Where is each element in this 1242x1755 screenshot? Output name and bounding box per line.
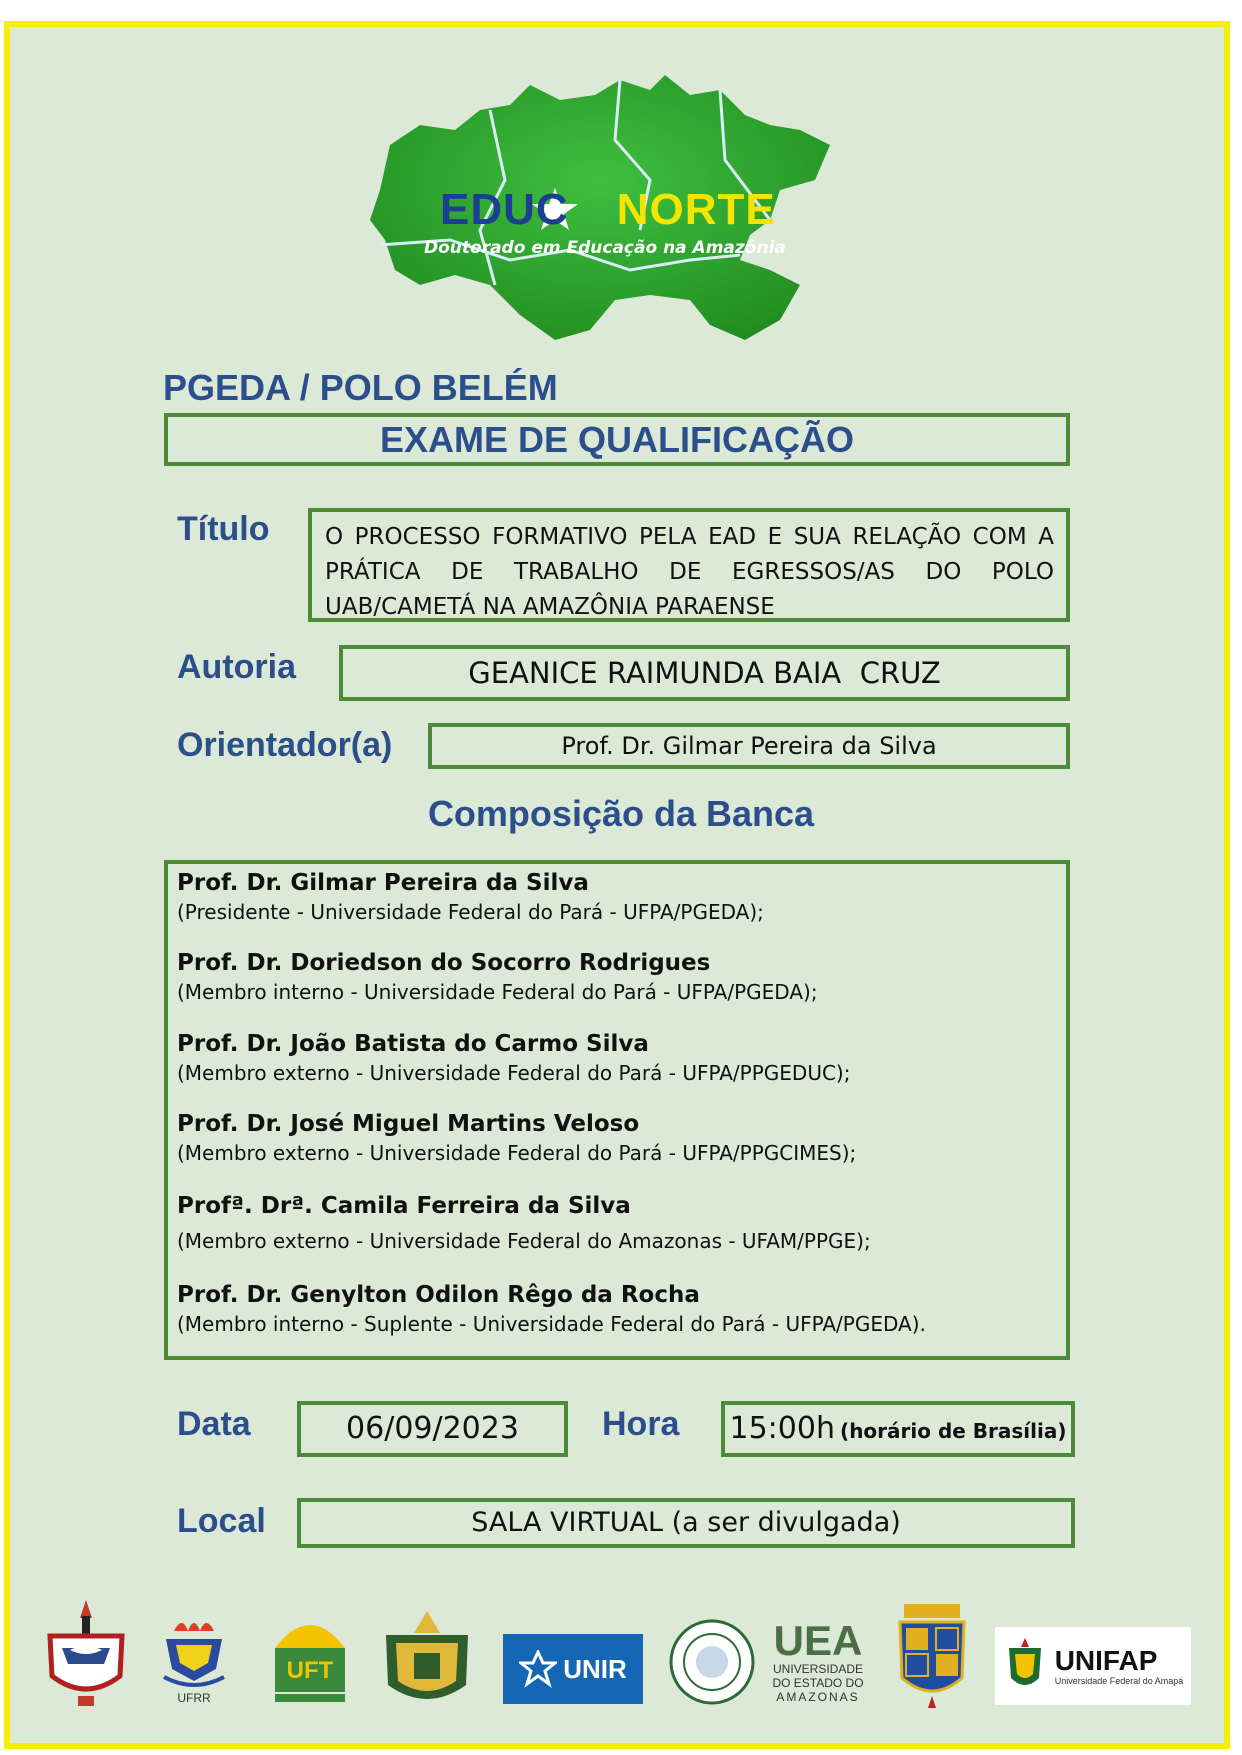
committee-member bbox=[177, 1111, 856, 1165]
uea-caption-3: AMAZONAS bbox=[776, 1690, 860, 1704]
ufac-logo bbox=[890, 1600, 974, 1712]
unifap-text: UNIFAP bbox=[1054, 1645, 1158, 1676]
place-value: SALA VIRTUAL (a ser divulgada) bbox=[471, 1507, 901, 1538]
logo-title bbox=[440, 185, 860, 235]
member-name: Prof. Dr. João Batista do Carmo Silva bbox=[177, 1031, 649, 1057]
uft-text: UFT bbox=[286, 1657, 334, 1684]
unir-logo bbox=[503, 1634, 643, 1704]
unir-text: UNIR bbox=[563, 1653, 627, 1684]
member-name: Prof. Dr. Doriedson do Socorro Rodrigues bbox=[177, 950, 711, 976]
logo-norte: NORTE bbox=[616, 185, 776, 234]
author-label: Autoria bbox=[177, 648, 296, 686]
logo-educ: EDUC bbox=[440, 185, 569, 234]
uea-logo bbox=[768, 1612, 868, 1712]
ufopa-logo bbox=[378, 1605, 476, 1713]
time-label: Hora bbox=[602, 1405, 680, 1443]
member-name: Prof. Dr. José Miguel Martins Veloso bbox=[177, 1111, 640, 1137]
member-role: (Membro externo - Universidade Federal do Pará - UFPA/PPGCIMES); bbox=[177, 1141, 857, 1165]
member-name: Prof. Dr. Gilmar Pereira da Silva bbox=[177, 870, 589, 896]
place-label: Local bbox=[177, 1502, 266, 1540]
member-role: (Membro interno - Universidade Federal do Pará - UFPA/PGEDA); bbox=[177, 980, 818, 1004]
uea-caption-1: UNIVERSIDADE bbox=[772, 1662, 864, 1676]
committee-member bbox=[177, 1282, 926, 1336]
advisor-label: Orientador(a) bbox=[177, 726, 393, 764]
author-box bbox=[339, 645, 1070, 701]
title-box bbox=[308, 508, 1070, 622]
date-box bbox=[297, 1401, 568, 1457]
event-box bbox=[164, 413, 1070, 466]
ufrr-logo bbox=[150, 1605, 238, 1711]
committee-member bbox=[177, 1193, 871, 1253]
title-label: Título bbox=[177, 510, 270, 548]
educ-norte-logo bbox=[360, 70, 870, 350]
uft-logo bbox=[265, 1608, 355, 1706]
author-value: GEANICE RAIMUNDA BAIA CRUZ bbox=[468, 656, 941, 690]
program-heading: PGEDA / POLO BELÉM bbox=[163, 367, 558, 408]
time-value: 15:00h bbox=[729, 1411, 835, 1446]
unifap-caption: Universidade Federal do Amapá bbox=[1054, 1676, 1184, 1686]
date-value: 06/09/2023 bbox=[346, 1411, 519, 1446]
time-box bbox=[721, 1401, 1075, 1457]
committee-member bbox=[177, 1031, 850, 1085]
member-role: (Membro externo - Universidade Federal do Pará - UFPA/PPGEDUC); bbox=[177, 1061, 851, 1085]
member-name: Profª. Drª. Camila Ferreira da Silva bbox=[177, 1193, 631, 1219]
ufrr-caption: UFRR bbox=[177, 1691, 211, 1705]
uea-caption-2: DO ESTADO DO bbox=[772, 1676, 864, 1690]
date-label: Data bbox=[177, 1405, 251, 1443]
member-name: Prof. Dr. Genylton Odilon Rêgo da Rocha bbox=[177, 1282, 700, 1308]
time-note: (horário de Brasília) bbox=[840, 1419, 1067, 1443]
unifap-logo bbox=[995, 1627, 1191, 1705]
ufam-logo bbox=[668, 1618, 756, 1706]
place-box bbox=[297, 1498, 1075, 1548]
uea-text: UEA bbox=[773, 1617, 863, 1664]
advisor-box bbox=[428, 723, 1070, 769]
time-value-line bbox=[725, 1405, 1071, 1457]
member-role: (Presidente - Universidade Federal do Pará - UFPA/PGEDA); bbox=[177, 900, 764, 924]
member-role: (Membro interno - Suplente - Universidade Federal do Pará - UFPA/PGEDA). bbox=[177, 1312, 926, 1336]
advisor-value: Prof. Dr. Gilmar Pereira da Silva bbox=[561, 732, 937, 760]
star-icon bbox=[519, 1650, 557, 1688]
event-heading: EXAME DE QUALIFICAÇÃO bbox=[379, 419, 854, 460]
title-value: O PROCESSO FORMATIVO PELA EAD E SUA RELAÇÃO COM A PRÁTICA DE TRABALHO DE EGRESSOS/AS DO POLO UAB/CAMETÁ NA AMAZÔNIA PARAENSE bbox=[325, 524, 1054, 620]
logo-subtitle: Doutorado em Educação na Amazônia bbox=[424, 238, 786, 258]
committee-member bbox=[177, 870, 764, 924]
committee-member bbox=[177, 950, 818, 1004]
committee-heading: Composição da Banca bbox=[427, 793, 815, 834]
member-role: (Membro externo - Universidade Federal do Amazonas - UFAM/PPGE); bbox=[177, 1229, 871, 1253]
ufpa-logo bbox=[40, 1598, 132, 1710]
